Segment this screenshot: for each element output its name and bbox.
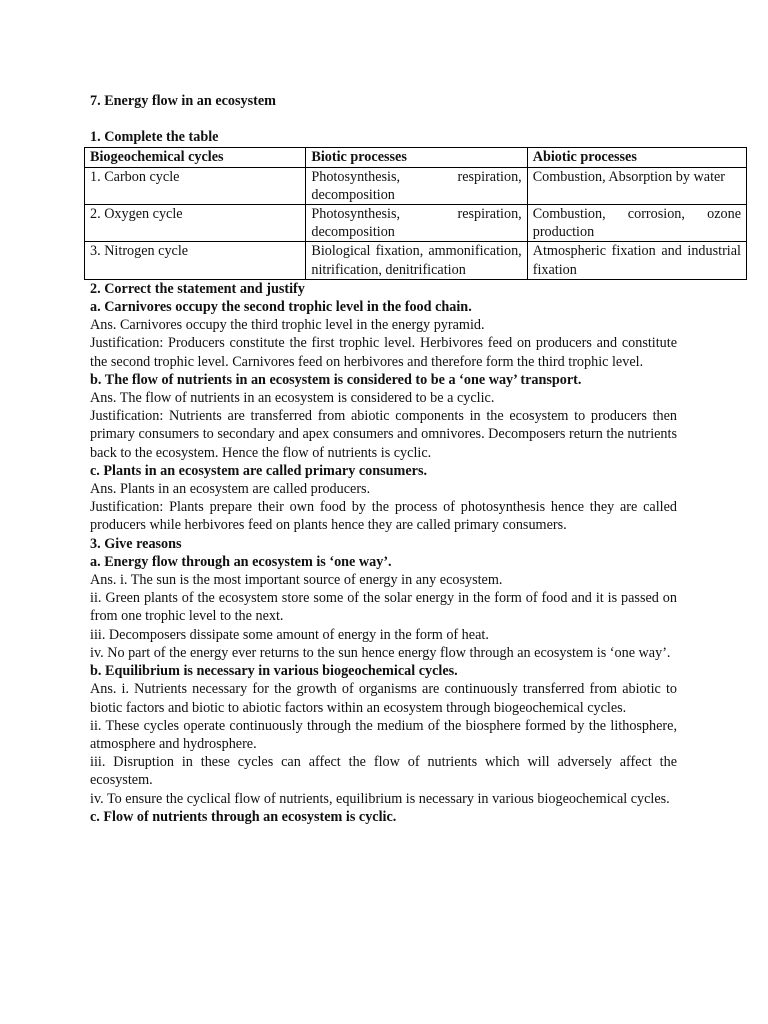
q3b-question: b. Equilibrium is necessary in various biogeochemical cycles. (90, 663, 458, 680)
table-cell: Biological fixation, ammonification, nitrification, denitrification (306, 242, 527, 279)
cycles-table (84, 147, 747, 279)
table-header-cell: Biogeochemical cycles (85, 148, 306, 167)
table-cell: Combustion, corrosion, ozone production (527, 205, 746, 242)
table-cell: Combustion, Absorption by water (527, 167, 746, 204)
table-header-row (85, 148, 747, 167)
q3a-point-1: Ans. i. The sun is the most important source of energy in any ecosystem. (90, 572, 503, 589)
q3b-point-4: iv. To ensure the cyclical flow of nutrients, equilibrium is necessary in various biogeochemical cycles. (90, 790, 670, 807)
table-header-cell: Abiotic processes (527, 148, 746, 167)
table-cell: Atmospheric fixation and industrial fixation (527, 242, 746, 279)
table-cell: Photosynthesis, respiration, decomposition (306, 205, 527, 242)
table-cell: Photosynthesis, respiration, decomposition (306, 167, 527, 204)
document-page (90, 92, 741, 826)
table-row (85, 167, 747, 204)
table-cell: 1. Carbon cycle (85, 167, 306, 204)
q3-title: 3. Give reasons (90, 535, 182, 552)
table-cell: 2. Oxygen cycle (85, 205, 306, 242)
q2a-justification: Justification: Producers constitute the first trophic level. Herbivores feed on producers and constitute the second trophic level. Carnivores feed on herbivores and therefore form the third trophic level. (90, 335, 677, 370)
table-row (85, 205, 747, 242)
q3b-point-1: Ans. i. Nutrients necessary for the growth of organisms are continuously transferred from abiotic to biotic factors and biotic to abiotic factors within an ecosystem through biogeochemical cycles. (90, 681, 677, 716)
q3c-question: c. Flow of nutrients through an ecosystem is cyclic. (90, 808, 397, 825)
table-header-cell: Biotic processes (306, 148, 527, 167)
q3a-point-2: ii. Green plants of the ecosystem store some of the solar energy in the form of food and it is passed on from one trophic level to the next. (90, 590, 677, 625)
q3a-question: a. Energy flow through an ecosystem is ‘one way’. (90, 553, 392, 570)
q3a-point-3: iii. Decomposers dissipate some amount of energy in the form of heat. (90, 626, 489, 643)
table-row (85, 242, 747, 279)
q3a-point-4: iv. No part of the energy ever returns to the sun hence energy flow through an ecosystem is ‘one way’. (90, 644, 671, 661)
q2c-question: c. Plants in an ecosystem are called primary consumers. (90, 462, 428, 479)
table-cell: 3. Nitrogen cycle (85, 242, 306, 279)
q1-title: 1. Complete the table (90, 129, 219, 146)
q2c-answer: Ans. Plants in an ecosystem are called producers. (90, 481, 371, 498)
q3b-point-3: iii. Disruption in these cycles can affect the flow of nutrients which will adversely affect the ecosystem. (90, 754, 677, 789)
q2a-answer: Ans. Carnivores occupy the third trophic level in the energy pyramid. (90, 317, 485, 334)
q2-title: 2. Correct the statement and justify (90, 280, 305, 297)
q2a-question: a. Carnivores occupy the second trophic level in the food chain. (90, 299, 472, 316)
section-title: 7. Energy flow in an ecosystem (90, 93, 276, 109)
q2b-question: b. The flow of nutrients in an ecosystem is considered to be a ‘one way’ transport. (90, 371, 582, 388)
q2c-justification: Justification: Plants prepare their own food by the process of photosynthesis hence they are called producers while herbivores feed on plants hence they are called primary consumers. (90, 499, 677, 534)
q2b-answer: Ans. The flow of nutrients in an ecosystem is considered to be a cyclic. (90, 390, 495, 407)
q2b-justification: Justification: Nutrients are transferred from abiotic components in the ecosystem to producers then primary consumers to secondary and apex consumers and omnivores. Decomposers return the nutrients back to the ecosystem. Hence the flow of nutrients is cyclic. (90, 408, 677, 461)
q3b-point-2: ii. These cycles operate continuously through the medium of the biosphere formed by the lithosphere, atmosphere and hydrosphere. (90, 717, 677, 752)
